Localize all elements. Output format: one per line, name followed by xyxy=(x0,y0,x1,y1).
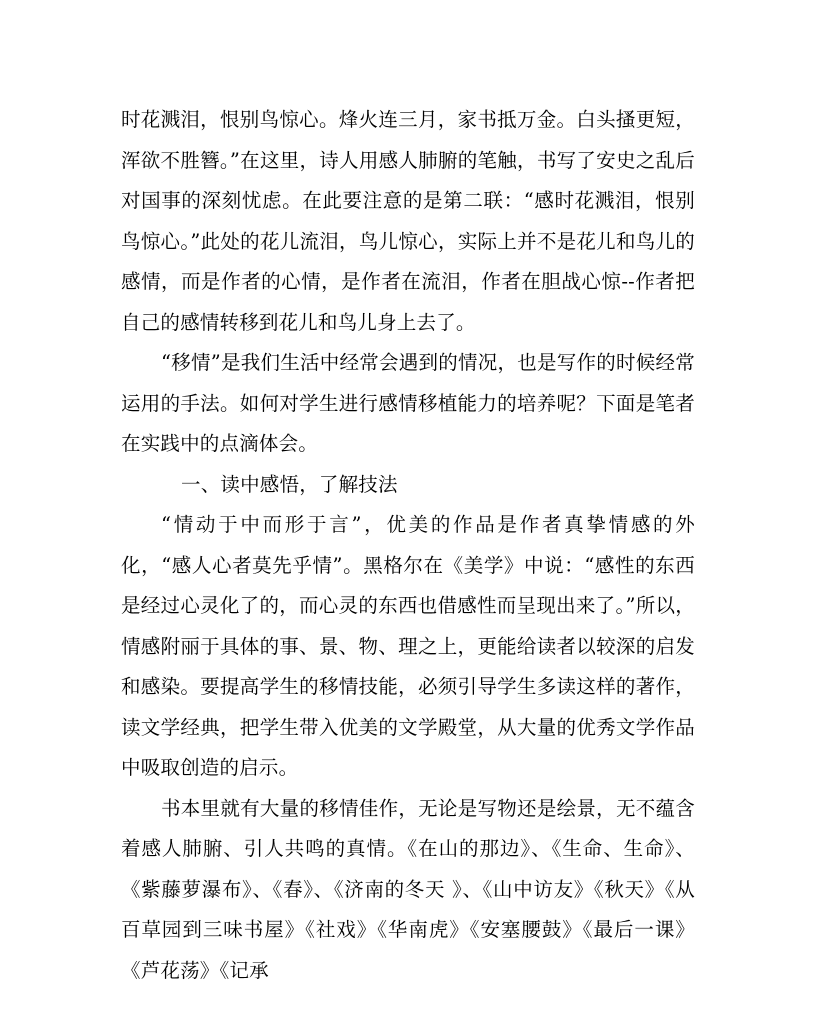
paragraph-emotion-expression: “情动于中而形于言”，优美的作品是作者真挚情感的外化，“感人心者莫先乎情”。黑格尔在《美学》中说：“感性的东西是经过心灵化了的，而心灵的东西也借感性而呈现出来了。”所以，情感附丽于具体的事、景、物、理之上，更能给读者以较深的启发和感染。要提高学生的移情技能，必须引导学生多读这样的著作，读文学经典，把学生带入优美的文学殿堂，从大量的优秀文学作品中吸取创造的启示。 xyxy=(121,513,695,779)
document-body xyxy=(121,100,695,991)
paragraph-spring-view-analysis: 时花溅泪，恨别鸟惊心。烽火连三月，家书抵万金。白头搔更短，浑欲不胜簪。”在这里，诗人用感人肺腑的笔触，书写了安史之乱后对国事的深刻忧虑。在此要注意的是第二联：“感时花溅泪，恨别鸟惊心。”此处的花儿流泪，鸟儿惊心，实际上并不是花儿和鸟儿的感情，而是作者的心情，是作者在流泪，作者在胆战心惊--作者把自己的感情转移到花儿和鸟儿身上去了。 xyxy=(121,108,695,334)
section-heading-reading: 一、读中感悟，了解技法 xyxy=(181,472,398,496)
paragraph-textbook-examples: 书本里就有大量的移情佳作，无论是写物还是绘景，无不蕴含着感人肺腑、引人共鸣的真情。《在山的那边》、《生命、生命》、《紫藤萝瀑布》、《春》、《济南的冬天 》、《山中访友》《秋天》《从百草园到三味书屋》《社戏》《华南虎》《安塞腰鼓》《最后一课》《芦花荡》《记承 xyxy=(121,796,695,982)
paragraph-empathy-intro: “移情”是我们生活中经常会遇到的情况，也是写作的时候经常运用的手法。如何对学生进行感情移植能力的培养呢？下面是笔者在实践中的点滴体会。 xyxy=(121,351,695,455)
